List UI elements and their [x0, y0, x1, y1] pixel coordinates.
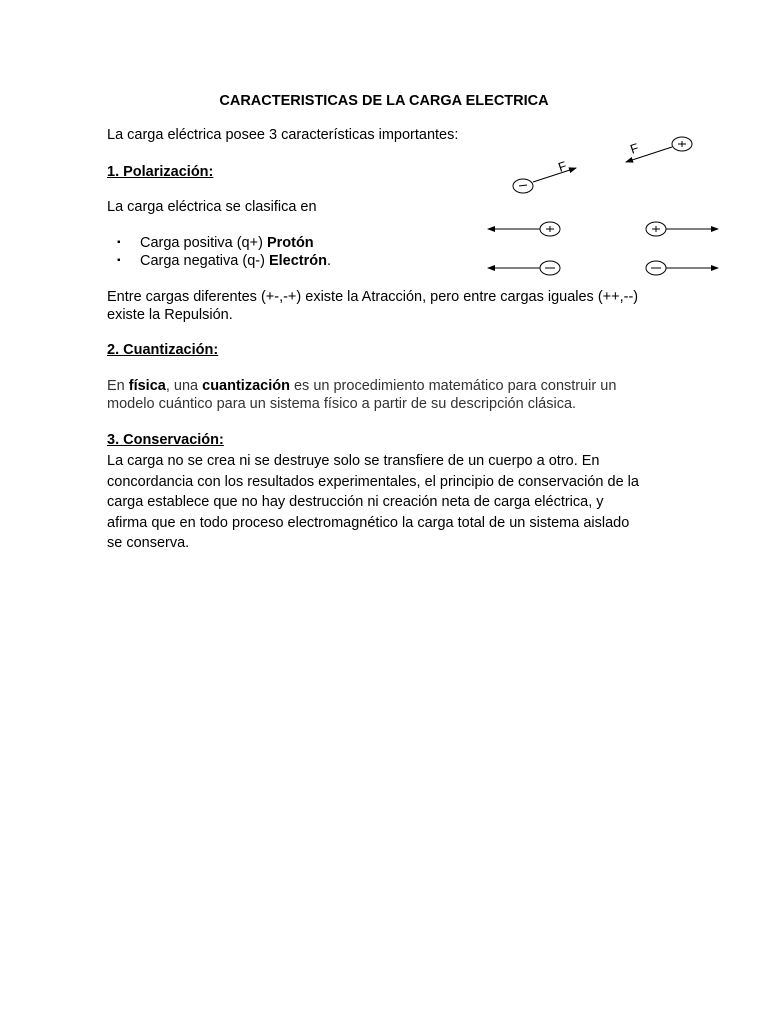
text-run: , una: [165, 378, 203, 394]
repulsion-plus-left: [488, 222, 560, 236]
charge-force-diagram: [480, 128, 730, 280]
list-item-text: Carga negativa (q-): [140, 253, 269, 269]
list-item-negative: [140, 252, 331, 270]
quantization-line1: [107, 377, 616, 395]
list-item-text: Carga positiva (q+): [140, 235, 267, 251]
conservation-line-5: se conserva.: [107, 535, 190, 551]
section-heading-polarizacion: 1. Polarización:: [107, 164, 214, 180]
list-item-positive: [140, 234, 314, 252]
conservation-line-2: concordancia con los resultados experimentales, el principio de conservación de la: [107, 474, 639, 490]
term-cuantizacion-link[interactable]: cuantización: [202, 378, 290, 394]
section-heading-conservacion: 3. Conservación:: [107, 432, 224, 448]
attraction-repulsion-line2: existe la Repulsión.: [107, 307, 233, 323]
repulsion-minus-left: [488, 261, 560, 275]
repulsion-plus-right: [646, 222, 718, 236]
term-fisica-link[interactable]: física: [128, 378, 166, 394]
repulsion-minus-right: [646, 261, 718, 275]
quantization-line2: modelo cuántico para un sistema físico a partir de su descripción clásica.: [107, 396, 577, 412]
conservation-line-3: carga establece que no hay destrucción ni creación neta de carga eléctrica, y: [107, 494, 604, 510]
force-label: F: [556, 158, 569, 175]
list-item-bold: Protón: [266, 235, 314, 251]
section-heading-cuantizacion: 2. Cuantización:: [107, 342, 219, 358]
force-label: F: [628, 140, 641, 157]
conservation-line-1: La carga no se crea ni se destruye solo se transfiere de un cuerpo a otro. En: [107, 453, 600, 469]
list-item-bold: Electrón: [268, 253, 327, 269]
intro-text: La carga eléctrica posee 3 características importantes:: [107, 127, 459, 143]
bullet-marker: ▪: [117, 237, 121, 248]
page-title: CARACTERISTICAS DE LA CARGA ELECTRICA: [219, 93, 549, 109]
attraction-repulsion-line1: Entre cargas diferentes (+-,-+) existe la Atracción, pero entre cargas iguales (++,--): [107, 289, 639, 305]
attraction-plus-charge: [626, 137, 692, 162]
bullet-marker: ▪: [117, 255, 121, 266]
list-item-after: .: [326, 253, 331, 269]
attraction-minus-charge: [513, 158, 576, 193]
text-run: En: [107, 378, 129, 394]
text-run: es un procedimiento matemático para construir un: [289, 378, 617, 394]
classification-lead: La carga eléctrica se clasifica en: [107, 199, 317, 215]
conservation-line-4: afirma que en todo proceso electromagnético la carga total de un sistema aislado: [107, 515, 630, 531]
